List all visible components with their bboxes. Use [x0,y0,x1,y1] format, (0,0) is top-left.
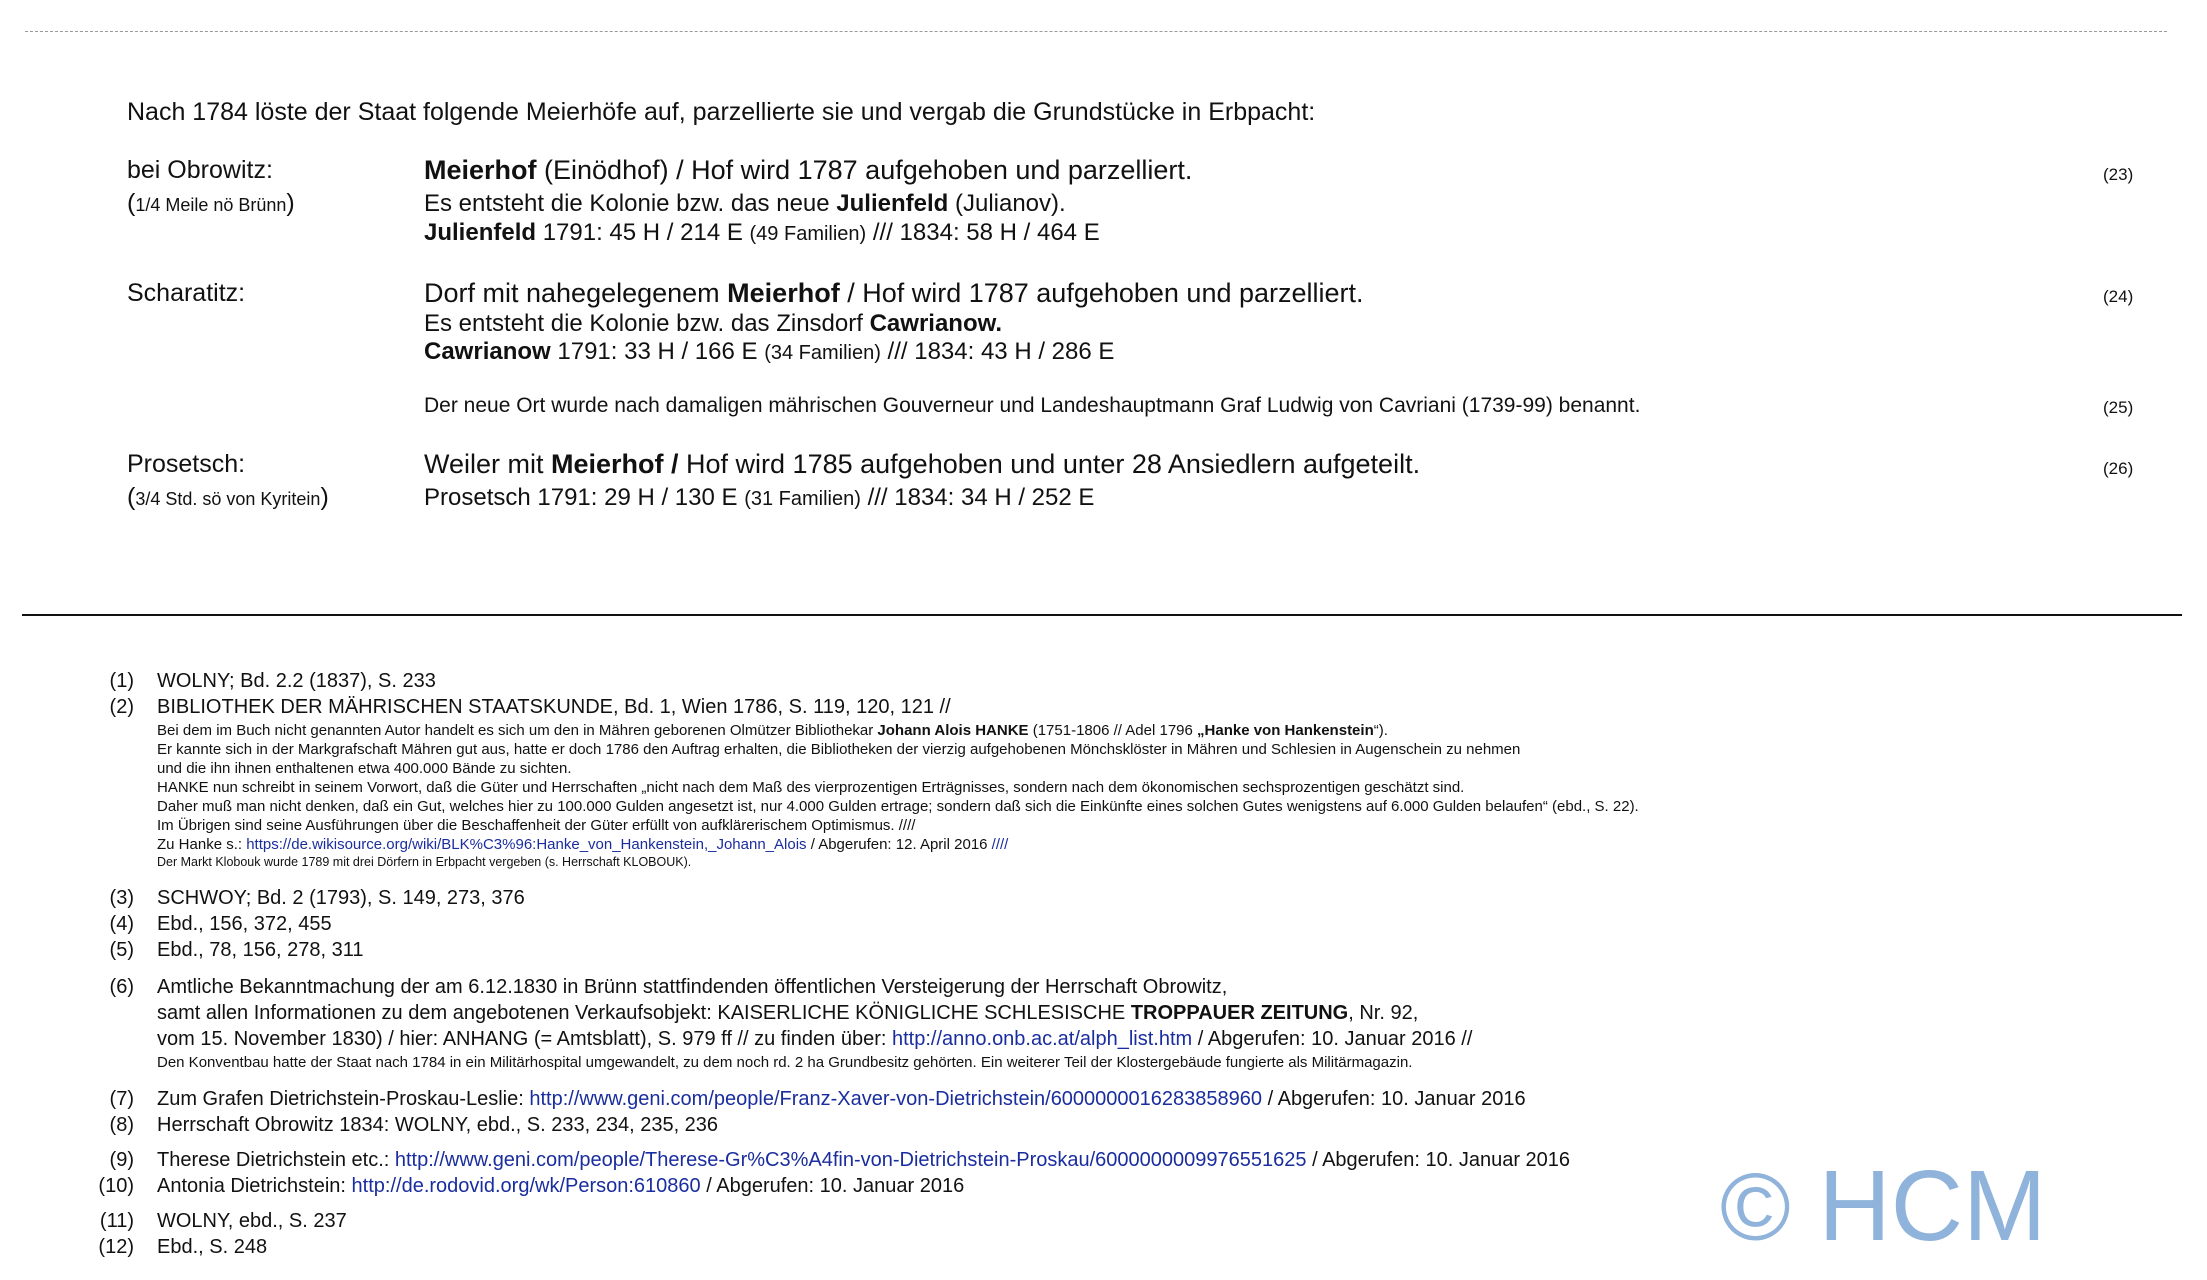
copyright-watermark: © HCM [1720,1150,2047,1262]
reference-24: (24) [2103,287,2134,306]
footnote-1: WOLNY; Bd. 2.2 (1837), S. 233 [157,670,436,692]
footnote-2-detail: HANKE nun schreibt in seinem Vorwort, daß die Güter und Herrschaften „nicht nach dem Maß des vierprozentigen Erträgnisses, sondern nach dem ökonomischen sechsprozentigen geschätzt sind. [157,779,1465,796]
footnote-3: SCHWOY; Bd. 2 (1793), S. 149, 273, 376 [157,887,525,909]
obrowitz-line-2: Es entsteht die Kolonie bzw. das neue Julienfeld (Julianov). [424,190,1066,217]
footnote-number: (12) [98,1236,134,1258]
reference-25: (25) [2103,398,2134,417]
footnote-2-detail: Zu Hanke s.: https://de.wikisource.org/wiki/BLK%C3%96:Hanke_von_Hankenstein,_Johann_Alois / Abgerufen: 12. April 2016 //// [157,836,1009,853]
paren-open: ( [127,189,136,217]
geni-therese-link[interactable]: http://www.geni.com/people/Therese-Gr%C3%A4fin-von-Dietrichstein-Proskau/6000000009976551625 [394,1149,1307,1171]
reference-23: (23) [2103,165,2134,184]
footnote-number: (6) [109,976,134,998]
rodovid-link[interactable]: http://de.rodovid.org/wk/Person:610860 [351,1175,701,1197]
footnote-2: BIBLIOTHEK DER MÄHRISCHEN STAATSKUNDE, Bd. 1, Wien 1786, S. 119, 120, 121 // [157,696,951,718]
location-label-prosetsch: Prosetsch: [127,450,246,478]
anno-link[interactable]: http://anno.onb.ac.at/alph_list.htm [891,1028,1193,1050]
paren-close: ) [320,483,329,511]
footnote-6-line: samt allen Informationen zu dem angebotenen Verkaufsobjekt: KAISERLICHE KÖNIGLICHE SCHLESISCHE TROPPAUER ZEITUNG, Nr. 92, [157,1002,1419,1024]
footnote-6: Amtliche Bekanntmachung der am 6.12.1830 in Brünn stattfindenden öffentlichen Versteigerung der Herrschaft Obrowitz, [157,976,1228,998]
footnote-10: Antonia Dietrichstein: http://de.rodovid.org/wk/Person:610860 / Abgerufen: 10. Januar 2016 [157,1175,965,1197]
scharatitz-line-1: Dorf mit nahegelegenem Meierhof / Hof wird 1787 aufgehoben und parzelliert. [424,278,1364,308]
footnote-number: (5) [109,939,134,961]
paren-close: ) [286,189,295,217]
footnote-divider [22,614,2182,616]
obrowitz-line-3: Julienfeld 1791: 45 H / 214 E (49 Familien) /// 1834: 58 H / 464 E [424,219,1100,246]
footnote-number: (11) [99,1210,134,1232]
footnote-number: (4) [109,913,134,935]
footnote-6-detail: Den Konventbau hatte der Staat nach 1784 in ein Militärhospital umgewandelt, zu dem noch rd. 2 ha Grundbesitz gehörten. Ein weiterer Teil der Klostergebäude fungierte als Militärmagazin. [157,1054,1413,1071]
footnote-2-detail: und die ihn ihnen enthaltenen etwa 400.000 Bände zu sichten. [157,760,572,777]
footnote-2-detail: Bei dem im Buch nicht genannten Autor handelt es sich um den in Mähren geborenen Olmützer Bibliothekar Johann Alois HANKE (1751-1806 // Adel 1796 „Hanke von Hankenstein“). [157,722,1388,739]
wikisource-link[interactable]: https://de.wikisource.org/wiki/BLK%C3%96:Hanke_von_Hankenstein,_Johann_Alois [246,836,807,853]
reference-26: (26) [2103,459,2134,478]
footnote-number: (10) [98,1175,134,1197]
prosetsch-line-2: Prosetsch 1791: 29 H / 130 E (31 Familien) /// 1834: 34 H / 252 E [424,484,1095,511]
footnote-number: (7) [109,1088,134,1110]
location-label-obrowitz: bei Obrowitz: [127,156,273,184]
geni-franz-link[interactable]: http://www.geni.com/people/Franz-Xaver-von-Dietrichstein/6000000016283858960 [529,1088,1263,1110]
footnote-6-line: vom 15. November 1830) / hier: ANHANG (= Amtsblatt), S. 979 ff // zu finden über: http://anno.onb.ac.at/alph_list.htm / Abgerufen: 10. Januar 2016 // [157,1028,1473,1050]
paren-open: ( [127,483,136,511]
location-distance: 3/4 Std. sö von Kyritein [135,489,321,509]
footnote-9: Therese Dietrichstein etc.: http://www.geni.com/people/Therese-Gr%C3%A4fin-von-Dietrichstein-Proskau/6000000009976551625 / Abgerufen: 10. Januar 2016 [157,1149,1571,1171]
footnote-7: Zum Grafen Dietrichstein-Proskau-Leslie: http://www.geni.com/people/Franz-Xaver-von-Dietrichstein/6000000016283858960 / Abgerufen: 10. Januar 2016 [157,1088,1526,1110]
footnote-4: Ebd., 156, 372, 455 [157,913,332,935]
location-label-scharatitz: Scharatitz: [127,279,246,307]
scharatitz-note: Der neue Ort wurde nach damaligen mährischen Gouverneur und Landeshauptmann Graf Ludwig von Cavriani (1739-99) benannt. [424,394,1641,417]
scharatitz-line-2: Es entsteht die Kolonie bzw. das Zinsdorf Cawrianow. [424,310,1003,337]
footnote-12: Ebd., S. 248 [157,1236,268,1258]
footnote-number: (2) [109,696,134,718]
prosetsch-line-1: Weiler mit Meierhof / Hof wird 1785 aufgehoben und unter 28 Ansiedlern aufgeteilt. [424,449,1421,479]
footnote-number: (1) [109,670,134,692]
top-dashed-divider [25,31,2167,32]
footnote-2-detail: Er kannte sich in der Markgrafschaft Mähren gut aus, hatte er doch 1786 den Auftrag erhalten, die Bibliotheken der vierzig aufgehobenen Mönchsklöster in Mähren und Schlesien in Augenschein zu nehmen [157,741,1521,758]
footnote-2-detail: Im Übrigen sind seine Ausführungen über die Beschaffenheit der Güter erfüllt von aufklärerischem Optimismus. //// [157,817,916,834]
copyright-icon: © [1720,1154,1791,1261]
footnote-8: Herrschaft Obrowitz 1834: WOLNY, ebd., S. 233, 234, 235, 236 [157,1114,719,1136]
footnote-2-detail: Der Markt Klobouk wurde 1789 mit drei Dörfern in Erbpacht vergeben (s. Herrschaft KLOBOUK). [157,855,692,869]
obrowitz-line-1: Meierhof (Einödhof) / Hof wird 1787 aufgehoben und parzelliert. [424,155,1193,185]
footnote-number: (9) [109,1149,134,1171]
footnote-11: WOLNY, ebd., S. 237 [157,1210,347,1232]
footnote-number: (8) [109,1114,134,1136]
footnote-5: Ebd., 78, 156, 278, 311 [157,939,364,961]
intro-text: Nach 1784 löste der Staat folgende Meierhöfe auf, parzellierte sie und vergab die Grundstücke in Erbpacht: [127,98,1316,126]
location-sub-obrowitz [127,189,295,218]
footnote-number: (3) [109,887,134,909]
location-sub-prosetsch [127,483,329,512]
footnote-2-detail: Daher muß man nicht denken, daß ein Gut, welches hier zu 100.000 Gulden angesetzt ist, nur 4.000 Gulden ertrage; sondern daß sich die Einkünfte eines solchen Gutes wenigstens auf 6.000 Gulden belaufen“ (ebd., S. 22). [157,798,1639,815]
location-distance: 1/4 Meile nö Brünn [135,195,287,215]
scharatitz-line-3: Cawrianow 1791: 33 H / 166 E (34 Familien) /// 1834: 43 H / 286 E [424,338,1115,365]
